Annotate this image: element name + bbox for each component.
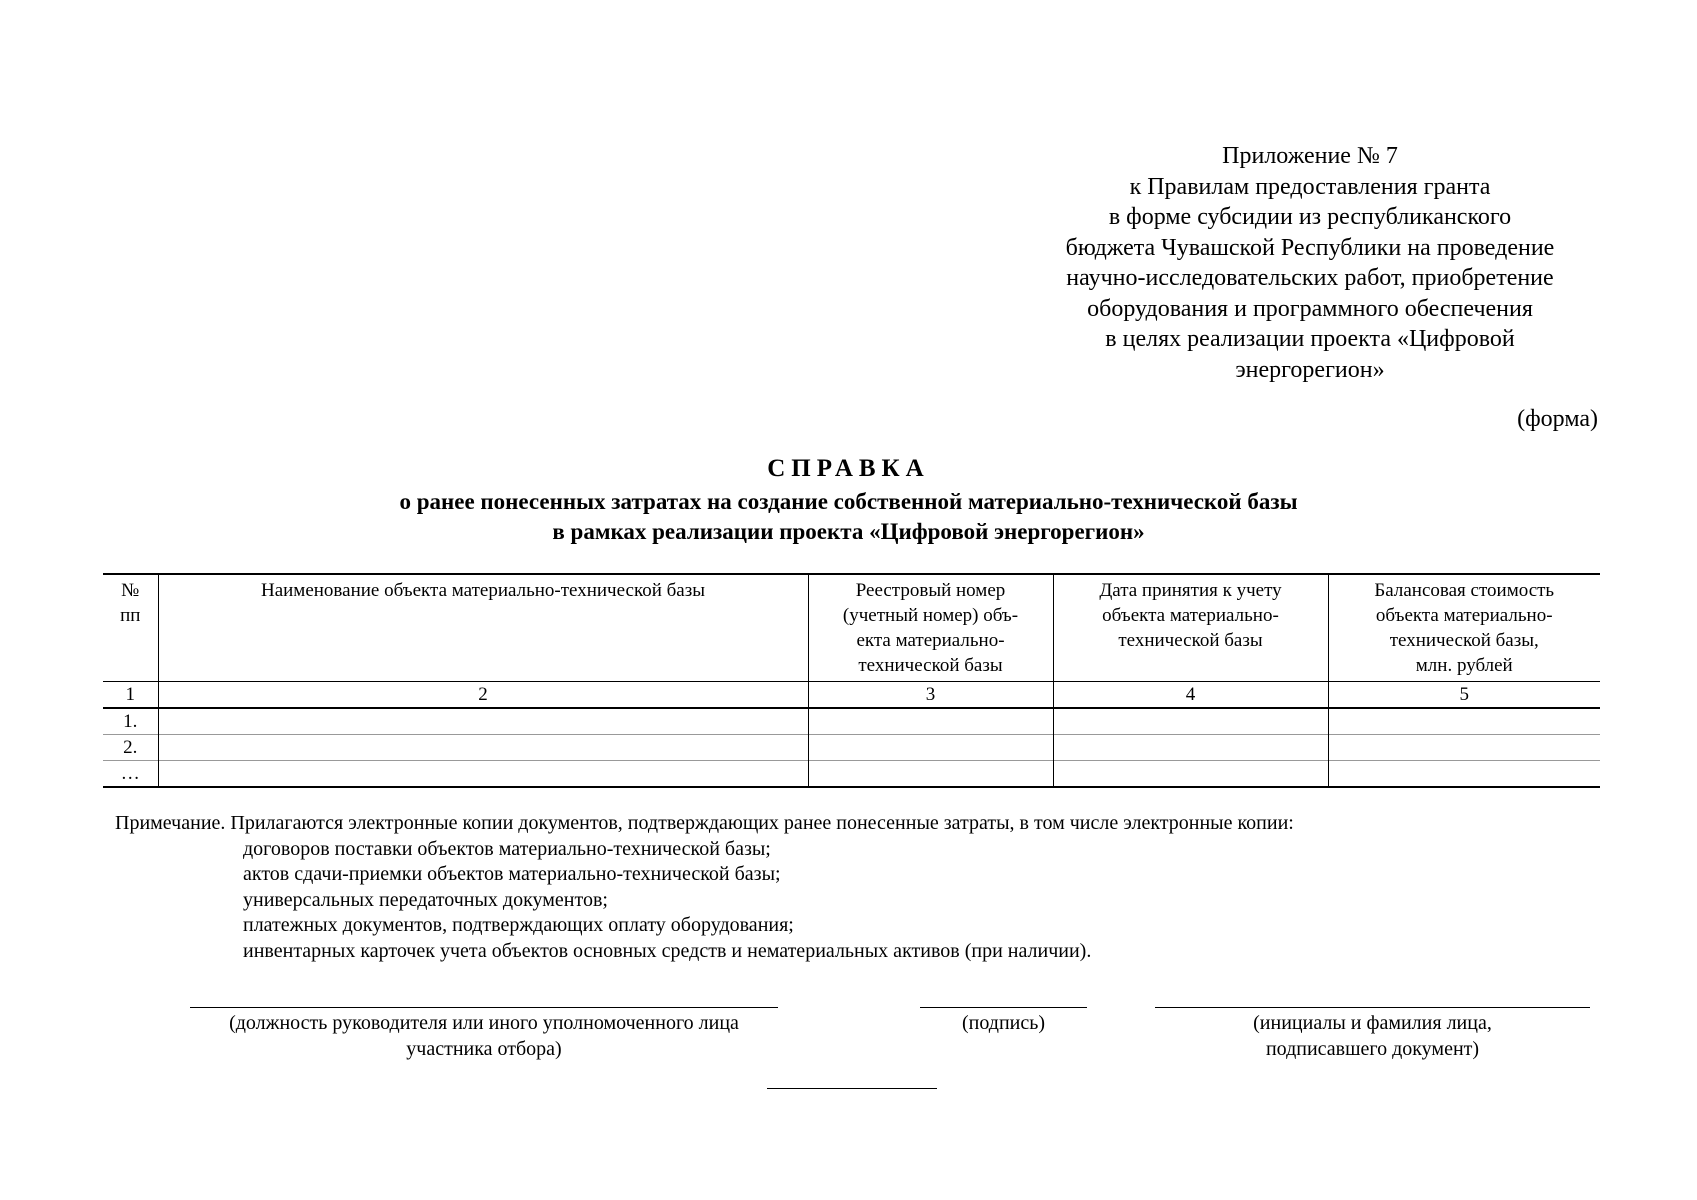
- subtitle-line: в рамках реализации проекта «Цифровой энергорегион»: [552, 519, 1145, 544]
- appendix-line: научно-исследовательских работ, приобретение: [1066, 265, 1554, 291]
- table-cell: [808, 708, 1053, 735]
- position-caption: (должность руководителя или иного уполномоченного лица участника отбора): [229, 1012, 739, 1060]
- table-cell: [808, 761, 1053, 788]
- position-signature-line: [190, 1007, 778, 1008]
- table-cell: [158, 708, 808, 735]
- table-cell: [158, 735, 808, 761]
- expenses-table: [103, 573, 1600, 788]
- appendix-line: Приложение № 7: [1222, 143, 1398, 169]
- appendix-line: в форме субсидии из республиканского: [1108, 204, 1512, 230]
- header-cell-registry-number: Реестровый номер (учетный номер) объ- екта материально- технической базы: [808, 574, 1053, 682]
- table-row: [103, 708, 1600, 735]
- table-cell: [808, 735, 1053, 761]
- note-lead: Примечание. Прилагаются электронные копии документов, подтверждающих ранее понесенные затраты, в том числе электронные копии:: [115, 812, 1294, 834]
- table-cell: [1328, 761, 1600, 788]
- name-caption: (инициалы и фамилия лица, подписавшего документ): [1253, 1012, 1492, 1060]
- row-number: 1.: [103, 708, 158, 735]
- note-item: универсальных передаточных документов;: [243, 888, 608, 911]
- form-label: (форма): [1517, 406, 1598, 432]
- table-row: [103, 735, 1600, 761]
- subtitle-line: о ранее понесенных затратах на создание собственной материально-технической базы: [399, 489, 1298, 514]
- document-subtitle: [0, 487, 1697, 547]
- date-line: [767, 1088, 937, 1089]
- row-number: …: [103, 761, 158, 788]
- table-cell: [1053, 735, 1328, 761]
- column-number: 5: [1328, 682, 1600, 709]
- document-title: СПРАВКА: [767, 455, 930, 482]
- note-item: платежных документов, подтверждающих оплату оборудования;: [243, 914, 794, 936]
- column-number: 3: [808, 682, 1053, 709]
- note-item: инвентарных карточек учета объектов основных средств и нематериальных активов (при наличии).: [243, 939, 1092, 962]
- note-block: [115, 811, 1294, 962]
- table-cell: [1053, 708, 1328, 735]
- header-cell-acceptance-date: Дата принятия к учету объекта материально- технической базы: [1053, 574, 1328, 682]
- signature-caption: (подпись): [961, 1012, 1046, 1034]
- column-number: 1: [103, 682, 158, 709]
- appendix-line: бюджета Чувашской Республики на проведение: [1065, 234, 1555, 261]
- appendix-line: энергорегион»: [1235, 356, 1385, 383]
- note-item: актов сдачи-приемки объектов материально-технической базы;: [243, 863, 781, 885]
- appendix-line: в целях реализации проекта «Цифровой: [1105, 326, 1515, 352]
- table-cell: [158, 761, 808, 788]
- column-number: 2: [158, 682, 808, 709]
- row-number: 2.: [103, 735, 158, 761]
- column-number: 4: [1053, 682, 1328, 709]
- table-header-row: [103, 574, 1600, 682]
- appendix-block: [1000, 141, 1620, 385]
- note-item: договоров поставки объектов материально-технической базы;: [243, 837, 771, 860]
- table-cell: [1053, 761, 1328, 788]
- signature-line: [920, 1007, 1087, 1008]
- header-cell-number: № пп: [103, 574, 158, 682]
- column-numbers-row: [103, 682, 1600, 709]
- table-cell: [1328, 708, 1600, 735]
- header-cell-book-value: Балансовая стоимость объекта материально- технической базы, млн. рублей: [1328, 574, 1600, 682]
- appendix-line: к Правилам предоставления гранта: [1129, 173, 1491, 200]
- table-row: [103, 761, 1600, 788]
- note-items: [243, 837, 1091, 965]
- table-cell: [1328, 735, 1600, 761]
- name-signature-line: [1155, 1007, 1590, 1008]
- header-cell-object-name: Наименование объекта материально-технической базы: [158, 574, 808, 682]
- appendix-line: оборудования и программного обеспечения: [1087, 295, 1533, 322]
